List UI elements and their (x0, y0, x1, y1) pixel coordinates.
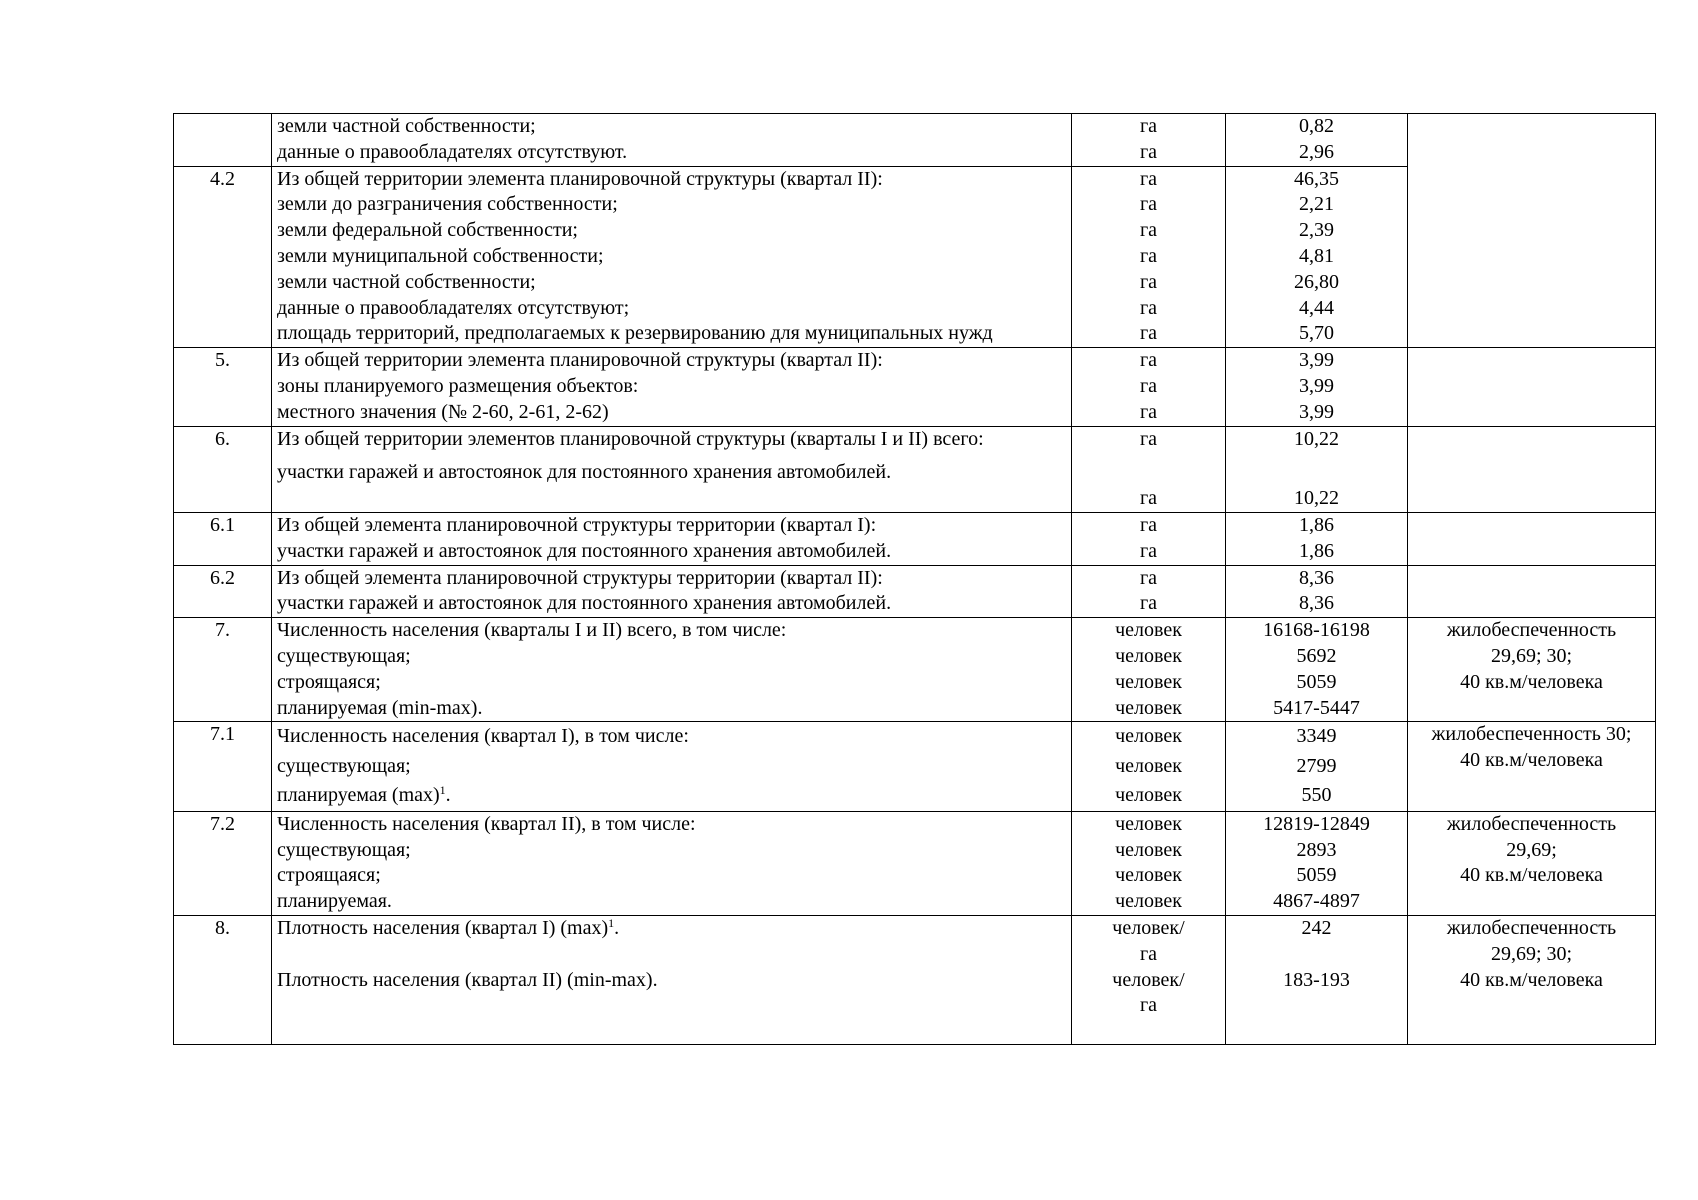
value-line: 1,86 (1299, 513, 1334, 536)
note-line: жилобеспеченность (1446, 812, 1617, 835)
row-description (272, 722, 1072, 812)
row-description (272, 618, 1072, 722)
value-line: 5692 (1296, 644, 1337, 667)
row-unit (1072, 426, 1226, 512)
row-note (1408, 618, 1656, 722)
description-line: Численность населения (квартал II), в том числе: (277, 812, 696, 835)
row-number: 8. (174, 916, 272, 1045)
value-line: 4,44 (1299, 296, 1334, 319)
row-unit (1072, 811, 1226, 915)
description-line: планируемая. (277, 890, 392, 913)
row-value (1226, 916, 1408, 1045)
table-row (174, 618, 1656, 722)
row-value (1226, 512, 1408, 565)
unit-line: человек (1115, 890, 1182, 913)
table-row (174, 426, 1656, 512)
unit-line: га (1139, 513, 1158, 536)
footnote-marker: 1 (608, 916, 615, 931)
row-value (1226, 811, 1408, 915)
row-description (272, 348, 1072, 426)
description-line: существующая; (277, 644, 411, 667)
description-line: земли до разграничения собственности; (277, 193, 618, 216)
note-line: 40 кв.м/человека (1460, 968, 1603, 991)
unit-line: га (1139, 270, 1158, 293)
unit-line: га (1139, 942, 1158, 965)
row-note (1408, 512, 1656, 565)
unit-line: га (1139, 296, 1158, 319)
value-line: 4,81 (1299, 244, 1334, 267)
unit-line: га (1139, 994, 1158, 1017)
description-line: Из общей территории элемента планировочной структуры (квартал II): (277, 349, 883, 372)
note-line: жилобеспеченность 30; (1431, 723, 1632, 746)
unit-line: человек/ (1112, 968, 1185, 991)
table-row (174, 565, 1656, 618)
note-line: 40 кв.м/человека (1460, 670, 1603, 693)
description-line: Из общей элемента планировочной структуры территории (квартал I): (277, 513, 877, 536)
unit-line: человек (1115, 619, 1182, 642)
row-number: 6. (174, 426, 272, 512)
unit-line: га (1139, 219, 1158, 242)
unit-line: человек (1115, 644, 1182, 667)
description-line: площадь территорий, предполагаемых к резервированию для муниципальных нужд (277, 322, 993, 345)
unit-line: человек (1115, 670, 1182, 693)
note-line: 40 кв.м/человека (1460, 749, 1603, 772)
table-row (174, 114, 1656, 167)
row-note (1408, 348, 1656, 426)
unit-line: га (1139, 140, 1158, 163)
row-description (272, 916, 1072, 1045)
description-line: земли частной собственности; (277, 115, 536, 137)
row-unit (1072, 916, 1226, 1045)
row-unit (1072, 618, 1226, 722)
value-line: 2799 (1296, 754, 1337, 777)
row-value (1226, 618, 1408, 722)
description-line: существующая; (277, 838, 411, 861)
description-line: строящаяся; (277, 670, 381, 693)
row-value (1226, 426, 1408, 512)
unit-line: га (1139, 592, 1158, 615)
description-line: планируемая $(\max)^1$. (277, 783, 451, 807)
unit-line: га (1139, 193, 1158, 216)
row-value (1226, 166, 1408, 348)
unit-line: га (1139, 400, 1158, 423)
unit-line: человек (1115, 812, 1182, 835)
value-line: 8,36 (1299, 566, 1334, 589)
unit-line: человек (1115, 754, 1182, 777)
description-line: местного значения (№ 2-60, 2-61, 2-62) (277, 400, 609, 423)
table-row (174, 348, 1656, 426)
note-line: 29,69; 30; (1490, 644, 1573, 667)
description-line: Плотность населения (квартал I) $(\max)^1$. (277, 916, 620, 940)
value-line: 8,36 (1299, 592, 1334, 615)
value-line: 5,70 (1299, 322, 1334, 345)
row-number: 7.1 (174, 722, 272, 812)
description-line: существующая; (277, 754, 411, 777)
row-value (1226, 722, 1408, 812)
footnote-marker: 1 (439, 783, 446, 798)
description-line: Плотность населения (квартал II) (min-max). (277, 968, 658, 991)
table-row (174, 916, 1656, 1045)
unit-line: человек (1115, 725, 1182, 748)
table-row (174, 722, 1656, 812)
row-note (1408, 565, 1656, 618)
value-line: 2,96 (1299, 140, 1334, 163)
description-line: участки гаражей и автостоянок для постоянного хранения автомобилей. (277, 592, 892, 615)
row-unit (1072, 722, 1226, 812)
unit-line: га (1139, 244, 1158, 267)
description-line: земли муниципальной собственности; (277, 244, 604, 267)
row-number: 5. (174, 348, 272, 426)
row-number: 7. (174, 618, 272, 722)
description-line: участки гаражей и автостоянок для постоянного хранения автомобилей. (277, 461, 892, 484)
value-line: 2,39 (1299, 219, 1334, 242)
table-row (174, 512, 1656, 565)
row-note (1408, 114, 1656, 348)
value-line: 1,86 (1299, 539, 1334, 562)
note-line: 40 кв.м/человека (1460, 864, 1603, 887)
row-unit (1072, 512, 1226, 565)
unit-line: га (1139, 539, 1158, 562)
unit-line: га (1139, 374, 1158, 397)
unit-line: га (1139, 427, 1158, 450)
description-line: Численность населения (кварталы I и II) всего, в том числе: (277, 619, 787, 642)
row-value (1226, 348, 1408, 426)
unit-line: человек (1115, 864, 1182, 887)
value-line: 3,99 (1299, 374, 1334, 397)
row-description (272, 565, 1072, 618)
description-line: планируемая (min-max). (277, 696, 483, 719)
value-line: 5417-5447 (1273, 696, 1360, 719)
unit-line: га (1139, 167, 1158, 190)
row-number: 6.1 (174, 512, 272, 565)
value-line: 46,35 (1294, 167, 1339, 190)
value-line: 16168-16198 (1263, 619, 1370, 642)
row-description (272, 426, 1072, 512)
row-unit (1072, 565, 1226, 618)
note-line: жилобеспеченность (1446, 619, 1617, 642)
description-line: данные о правообладателях отсутствуют; (277, 296, 630, 319)
value-line: 242 (1301, 917, 1332, 940)
value-line: 12819-12849 (1263, 812, 1370, 835)
value-line: 3,99 (1299, 400, 1334, 423)
description-line: земли частной собственности; (277, 270, 536, 293)
value-line: 3349 (1296, 725, 1337, 748)
description-line: данные о правообладателях отсутствуют. (277, 140, 628, 163)
indicators-table (173, 113, 1656, 1045)
value-line: 0,82 (1299, 115, 1334, 137)
row-number: 6.2 (174, 565, 272, 618)
value-line: 26,80 (1294, 270, 1339, 293)
description-line: Из общей территории элемента планировочной структуры (квартал II): (277, 167, 883, 190)
row-unit (1072, 348, 1226, 426)
unit-line: человек (1115, 838, 1182, 861)
value-line: 550 (1301, 784, 1332, 807)
row-description (272, 114, 1072, 167)
row-unit (1072, 166, 1226, 348)
row-description (272, 166, 1072, 348)
description-line: участки гаражей и автостоянок для постоянного хранения автомобилей. (277, 539, 892, 562)
row-value (1226, 114, 1408, 167)
value-line: 5059 (1296, 864, 1337, 887)
row-description (272, 811, 1072, 915)
row-note (1408, 916, 1656, 1045)
unit-line: человек (1115, 784, 1182, 807)
unit-line: га (1139, 487, 1158, 510)
value-line: 4867-4897 (1273, 890, 1360, 913)
unit-line: человек/ (1112, 917, 1185, 940)
unit-line: га (1139, 115, 1158, 137)
row-number: 4.2 (174, 166, 272, 348)
unit-line: га (1139, 322, 1158, 345)
description-line: строящаяся; (277, 864, 381, 887)
table-row (174, 811, 1656, 915)
row-value (1226, 565, 1408, 618)
description-line: Из общей территории элементов планировочной структуры (кварталы I и II) всего: (277, 427, 984, 450)
note-line: 29,69; 30; (1490, 942, 1573, 965)
value-line: 10,22 (1294, 487, 1339, 510)
unit-line: га (1139, 349, 1158, 372)
row-note (1408, 426, 1656, 512)
note-line: 29,69; (1506, 838, 1557, 861)
value-line: 2893 (1296, 838, 1337, 861)
description-line: зоны планируемого размещения объектов: (277, 374, 639, 397)
row-number (174, 114, 272, 167)
value-line: 3,99 (1299, 349, 1334, 372)
description-line: Численность населения (квартал I), в том числе: (277, 725, 689, 748)
row-note (1408, 722, 1656, 812)
value-line: 10,22 (1294, 427, 1339, 450)
note-line: жилобеспеченность (1446, 917, 1617, 940)
value-line: 2,21 (1299, 193, 1334, 216)
description-line: земли федеральной собственности; (277, 219, 578, 242)
row-number: 7.2 (174, 811, 272, 915)
row-unit (1072, 114, 1226, 167)
value-line: 5059 (1296, 670, 1337, 693)
description-line: Из общей элемента планировочной структуры территории (квартал II): (277, 566, 883, 589)
row-description (272, 512, 1072, 565)
value-line: 183-193 (1283, 968, 1350, 991)
unit-line: человек (1115, 696, 1182, 719)
unit-line: га (1139, 566, 1158, 589)
row-note (1408, 811, 1656, 915)
